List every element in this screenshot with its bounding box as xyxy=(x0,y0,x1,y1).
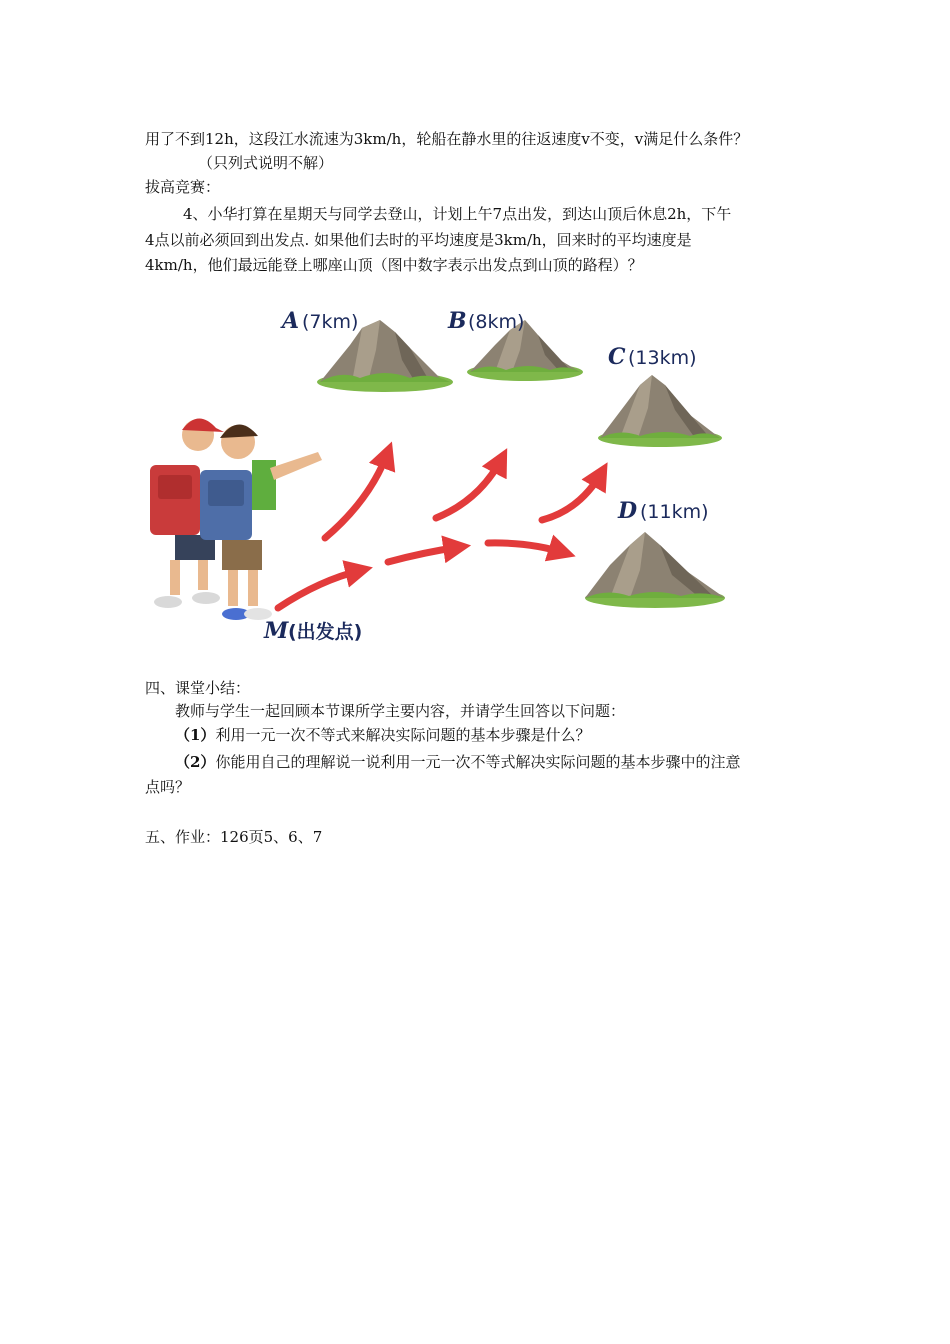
summary-intro: 教师与学生一起回顾本节课所学主要内容，并请学生回答以下问题： xyxy=(175,702,626,720)
arrow-to-a xyxy=(325,452,388,538)
arrow-to-b xyxy=(436,458,502,518)
mountain-d-image xyxy=(585,532,725,608)
label-a-letter: A xyxy=(282,308,300,334)
label-m-letter: M xyxy=(264,618,289,644)
label-c-dist: (13km) xyxy=(628,347,697,369)
label-b xyxy=(447,308,524,334)
question-1-text: 利用一元一次不等式来解决实际问题的基本步骤是什么？ xyxy=(215,726,591,744)
arrow-m-to-junction-1 xyxy=(278,570,362,608)
homework-line: 五、作业：126页5、6、7 xyxy=(145,828,323,846)
label-c-letter: C xyxy=(608,344,626,370)
hikers-image xyxy=(150,418,322,620)
section-heading-competition: 拔高竞赛： xyxy=(145,178,221,196)
problem-4-line-1: 4、小华打算在星期天与同学去登山，计划上午7点出发，到达山顶后休息2h，下午 xyxy=(183,205,732,223)
question-2-text: 你能用自己的理解说一说利用一元一次不等式解决实际问题的基本步骤中的注意 xyxy=(215,753,741,771)
label-a xyxy=(280,308,358,334)
label-d-letter: D xyxy=(618,498,638,524)
arrow-junction-2-to-d xyxy=(488,543,565,553)
arrow-to-c xyxy=(542,472,602,520)
label-d-dist: (11km) xyxy=(640,501,709,523)
text-line-1: 用了不到12h，这段江水流速为3km/h，轮船在静水里的往返速度v不变，v满足什么条件？ xyxy=(145,130,749,148)
label-a-dist: (7km) xyxy=(302,311,359,333)
question-2-number: （2） xyxy=(175,753,216,771)
label-c xyxy=(608,344,697,370)
label-b-letter: B xyxy=(448,308,467,334)
problem-4-line-2: 4点以前必须回到出发点. 如果他们去时的平均速度是3km/h，回来时的平均速度是 xyxy=(145,231,692,249)
label-b-dist: (8km) xyxy=(468,311,525,333)
question-1 xyxy=(175,724,590,746)
section-heading-summary: 四、课堂小结： xyxy=(145,679,251,697)
label-d xyxy=(617,498,709,524)
question-2 xyxy=(175,751,740,773)
problem-4-line-3: 4km/h，他们最远能登上哪座山顶（图中数字表示出发点到山顶的路程）？ xyxy=(145,256,643,274)
route-arrows xyxy=(278,452,602,608)
question-1-number: （1） xyxy=(175,726,216,744)
question-2-continued: 点吗？ xyxy=(145,778,191,796)
label-m-text: (出发点) xyxy=(288,621,363,643)
label-m xyxy=(263,618,362,644)
mountain-c-image xyxy=(598,375,722,447)
arrow-junction-1-to-2 xyxy=(388,547,460,562)
text-line-2: （只列式说明不解） xyxy=(198,154,334,172)
mountain-figure xyxy=(140,290,740,650)
